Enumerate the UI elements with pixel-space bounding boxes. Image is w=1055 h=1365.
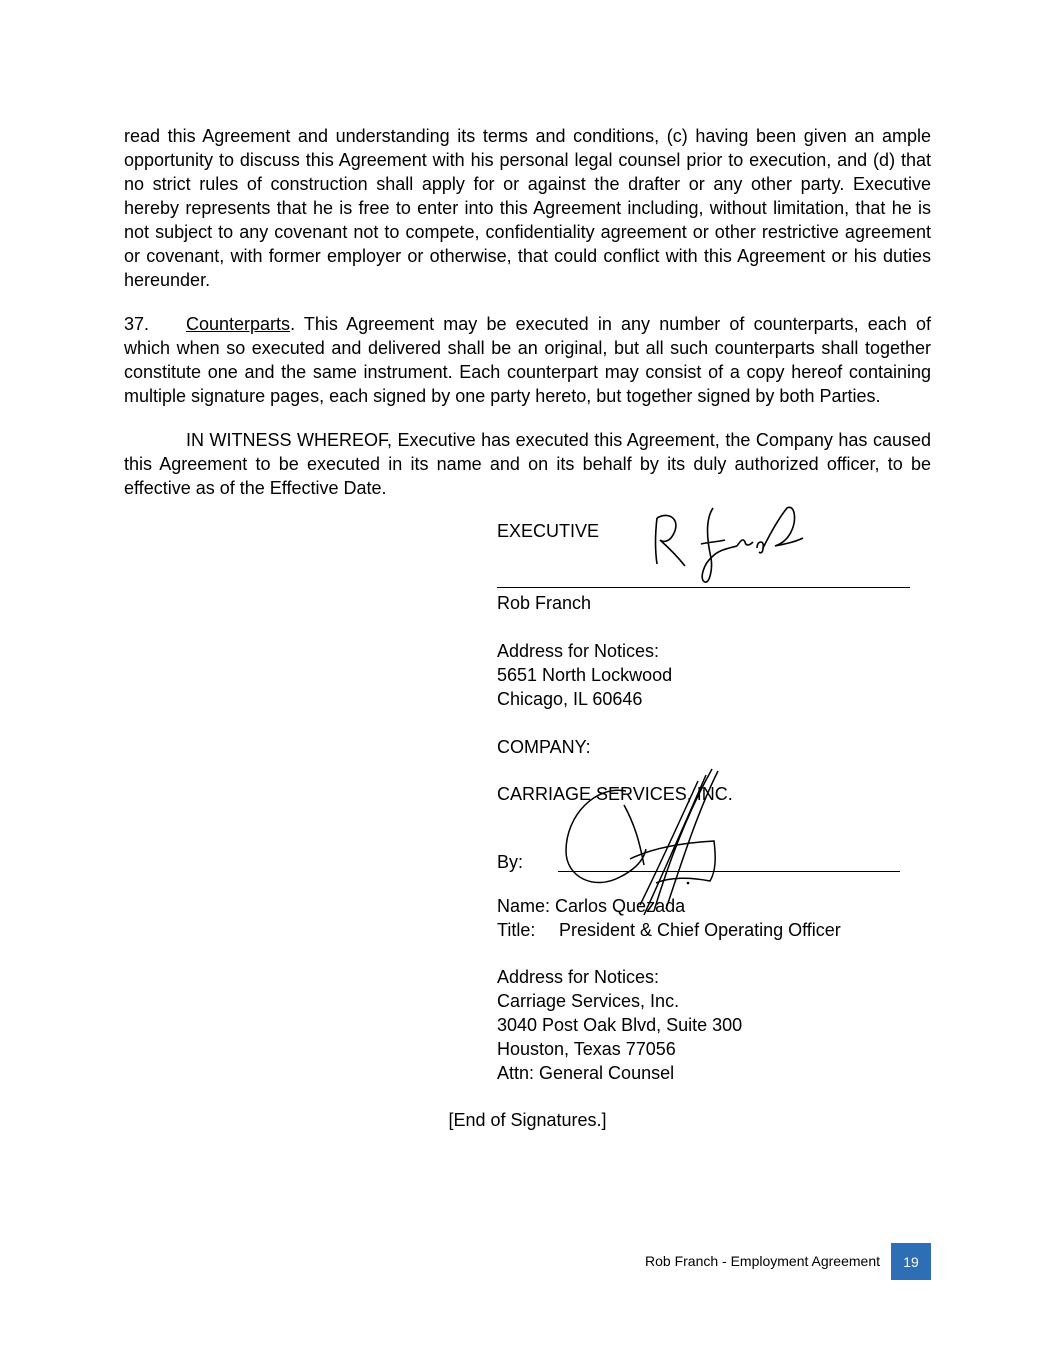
name-label: Name: bbox=[497, 896, 551, 916]
page-number: 19 bbox=[891, 1243, 931, 1280]
executive-name: Rob Franch bbox=[497, 593, 592, 613]
company-name: CARRIAGE SERVICES, INC. bbox=[497, 784, 733, 804]
signer-name-row bbox=[497, 894, 685, 918]
company-address-line2: 3040 Post Oak Blvd, Suite 300 bbox=[497, 1015, 743, 1035]
end-of-signatures: [End of Signatures.] bbox=[448, 1110, 607, 1130]
section-heading: Counterparts bbox=[186, 314, 291, 334]
company-notice-label: Address for Notices: bbox=[497, 967, 660, 987]
section-37-counterparts bbox=[124, 312, 931, 408]
signer-title: President & Chief Operating Officer bbox=[559, 920, 841, 940]
paragraph-representations: read this Agreement and understanding its terms and conditions, (c) having been given an ample opportunity to discuss this Agreement with his personal legal counsel prior to execution, and (d) that no strict rules of construction shall apply for or against the drafter or any other party. Executive hereby represents that he is free to enter into this Agreement including, without limitation, that he is not subject to any covenant not to compete, confidentiality agreement or other restrictive agreement or covenant, with former employer or otherwise, that could conflict with this Agreement or his duties hereunder. bbox=[124, 126, 931, 290]
executive-label: EXECUTIVE bbox=[497, 521, 600, 541]
company-address-line3: Houston, Texas 77056 bbox=[497, 1039, 676, 1059]
title-label: Title: bbox=[497, 920, 536, 940]
company-address-line1: Carriage Services, Inc. bbox=[497, 991, 680, 1011]
section-text: . This Agreement may be executed in any number of counterparts, each of which when so executed and delivered shall be an original, but all such counterparts shall together constitute one and the same instrument. Each counterpart may consist of a copy hereof containing multiple signature pages, each signed by one party hereto, but together signed by both Parties. bbox=[124, 314, 931, 406]
executive-address-line2: Chicago, IL 60646 bbox=[497, 689, 643, 709]
executive-notice-label: Address for Notices: bbox=[497, 641, 660, 661]
section-number: 37. bbox=[124, 314, 150, 334]
company-address-line4: Attn: General Counsel bbox=[497, 1063, 675, 1083]
witness-text: IN WITNESS WHEREOF, Executive has executed this Agreement, the Company has caused this Agreement to be executed in its name and on its behalf by its duly authorized officer, to be effective as of the Effective Date. bbox=[124, 430, 931, 498]
company-signature bbox=[560, 765, 730, 915]
by-label: By: bbox=[497, 852, 524, 872]
signer-name: Carlos Quezada bbox=[555, 896, 686, 916]
signer-title-row bbox=[497, 918, 841, 942]
executive-signature bbox=[645, 500, 815, 590]
executive-address-line1: 5651 North Lockwood bbox=[497, 665, 673, 685]
company-label: COMPANY: bbox=[497, 737, 591, 757]
footer-title: Rob Franch - Employment Agreement bbox=[645, 1253, 880, 1269]
witness-paragraph bbox=[124, 428, 931, 500]
executive-signature-line bbox=[497, 587, 910, 588]
